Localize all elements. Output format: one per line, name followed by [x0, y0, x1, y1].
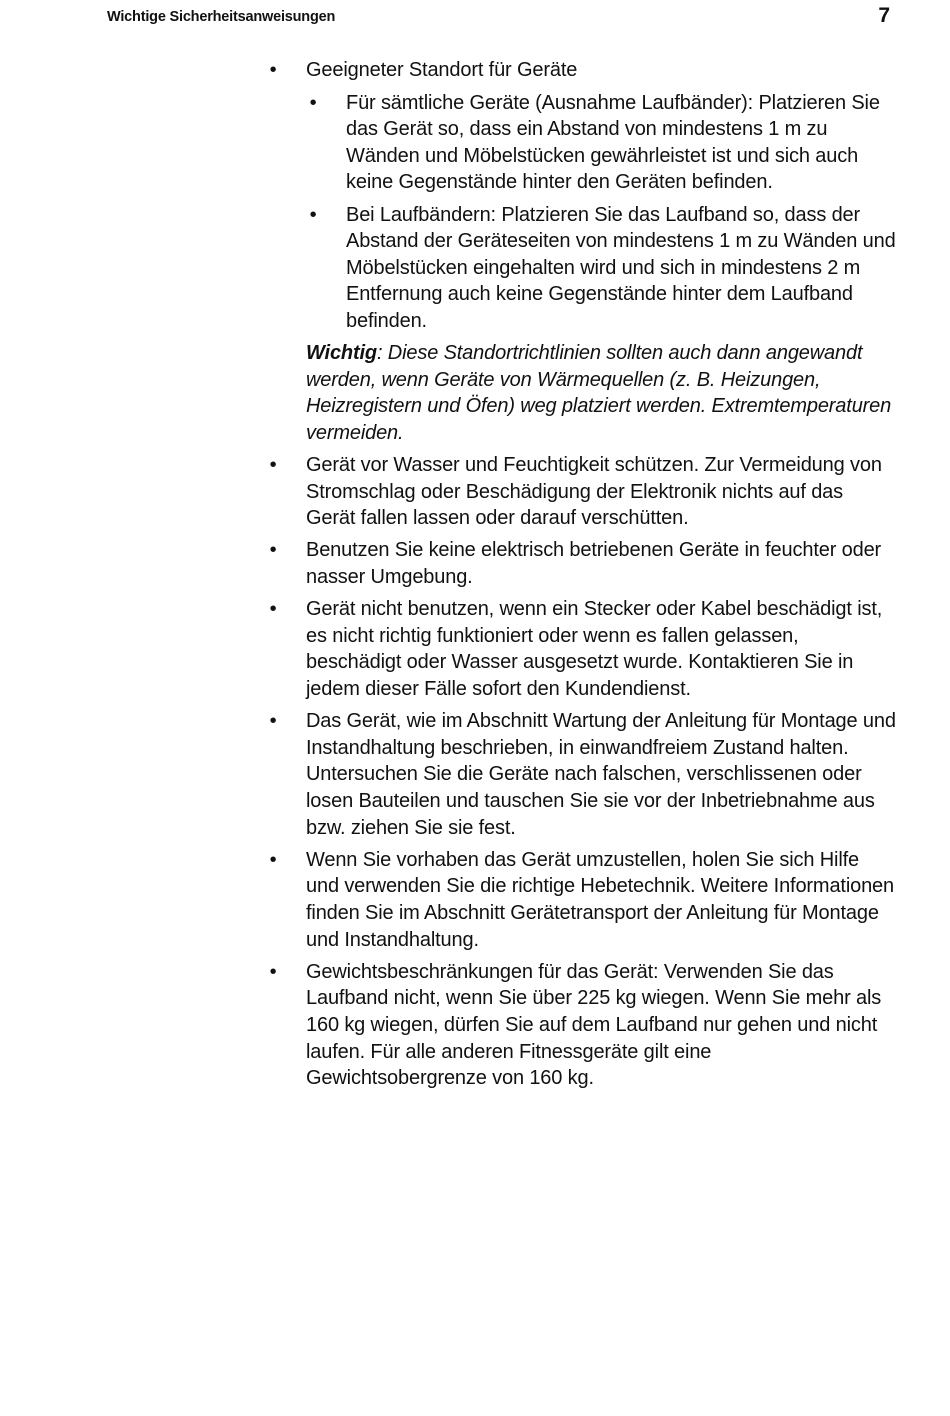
bullet-dot-icon: • [269, 598, 277, 621]
bullet-item-damaged-cable [269, 596, 896, 702]
sub-bullet-item-general [309, 90, 896, 196]
running-header: Wichtige Sicherheitsanweisungen [107, 9, 336, 25]
bullet-item-maintenance [269, 708, 896, 841]
page-number: 7 [878, 4, 890, 27]
bullet-text: Gewichtsbeschränkungen für das Gerät: Verwenden Sie das Laufband nicht, wenn Sie über 225 kg wiegen. Wenn Sie mehr als 160 kg wiegen, dürfen Sie auf dem Laufband nur gehen und nicht laufen. Für alle anderen Fitnessgeräte gilt eine Gewichtsobergrenze von 160 kg. [306, 960, 882, 1090]
bullet-item-location [269, 57, 896, 447]
bullet-text: Wenn Sie vorhaben das Gerät umzustellen, holen Sie sich Hilfe und verwenden Sie die richtige Hebetechnik. Weitere Informationen finden Sie im Abschnitt Gerätetransport der Anleitung für Montage und Instandhaltung. [306, 848, 895, 951]
note-label: Wichtig [306, 342, 377, 365]
bullet-text: Das Gerät, wie im Abschnitt Wartung der Anleitung für Montage und Instandhaltung beschrieben, in einwandfreiem Zustand halten. Untersuchen Sie die Geräte nach falschen, verschlissenen oder losen Bauteilen und tauschen Sie sie vor der Inbetriebnahme aus bzw. ziehen Sie sie fest. [306, 710, 896, 839]
sub-bullet-text: Bei Laufbändern: Platzieren Sie das Laufband so, dass der Abstand der Geräteseiten von mindestens 1 m zu Wänden und Möbelstücken eingehalten wird und sich in mindestens 2 m Entfernung auch keine Gegenstände hinter dem Laufband befinden. [346, 203, 896, 332]
bullet-dot-icon: • [269, 539, 277, 562]
bullet-text: Benutzen Sie keine elektrisch betriebenen Geräte in feuchter oder nasser Umgebung. [306, 539, 882, 589]
bullet-item-weight-limits [269, 959, 896, 1092]
bullet-dot-icon: • [269, 59, 277, 81]
bullet-text: Gerät nicht benutzen, wenn ein Stecker oder Kabel beschädigt ist, es nicht richtig funktioniert oder wenn es fallen gelassen, beschädigt oder Wasser ausgesetzt wurde. Kontaktieren Sie in jedem dieser Fälle sofort den Kundendienst. [306, 598, 883, 701]
bullet-item-water [269, 452, 896, 532]
bullet-dot-icon: • [269, 454, 277, 477]
bullet-dot-icon: • [309, 203, 317, 226]
bullet-text: Geeigneter Standort für Geräte [306, 59, 578, 81]
bullet-text: Gerät vor Wasser und Feuchtigkeit schützen. Zur Vermeidung von Stromschlag oder Beschädigung der Elektronik nichts auf das Gerät fallen lassen oder darauf verschütten. [306, 454, 882, 530]
sub-bullet-list [306, 90, 896, 335]
bullet-dot-icon: • [269, 960, 277, 983]
safety-instructions-list [269, 57, 896, 1097]
bullet-dot-icon: • [269, 848, 277, 871]
sub-bullet-item-treadmill [309, 202, 896, 335]
bullet-item-moving [269, 847, 896, 953]
bullet-dot-icon: • [309, 91, 317, 114]
bullet-dot-icon: • [269, 710, 277, 733]
note-text: : Diese Standortrichtlinien sollten auch dann angewandt werden, wenn Geräte von Wärmequellen (z. B. Heizungen, Heizregistern und Öfen) weg platziert werden. Extremtemperaturen vermeiden. [306, 342, 892, 444]
sub-bullet-text: Für sämtliche Geräte (Ausnahme Laufbänder): Platzieren Sie das Gerät so, dass ein Abstand von mindestens 1 m zu Wänden und Möbelstücken gewährleistet ist und sich auch keine Gegenstände hinter den Geräten befinden. [346, 91, 880, 194]
important-note [306, 340, 896, 446]
bullet-item-wet-environment [269, 537, 896, 590]
